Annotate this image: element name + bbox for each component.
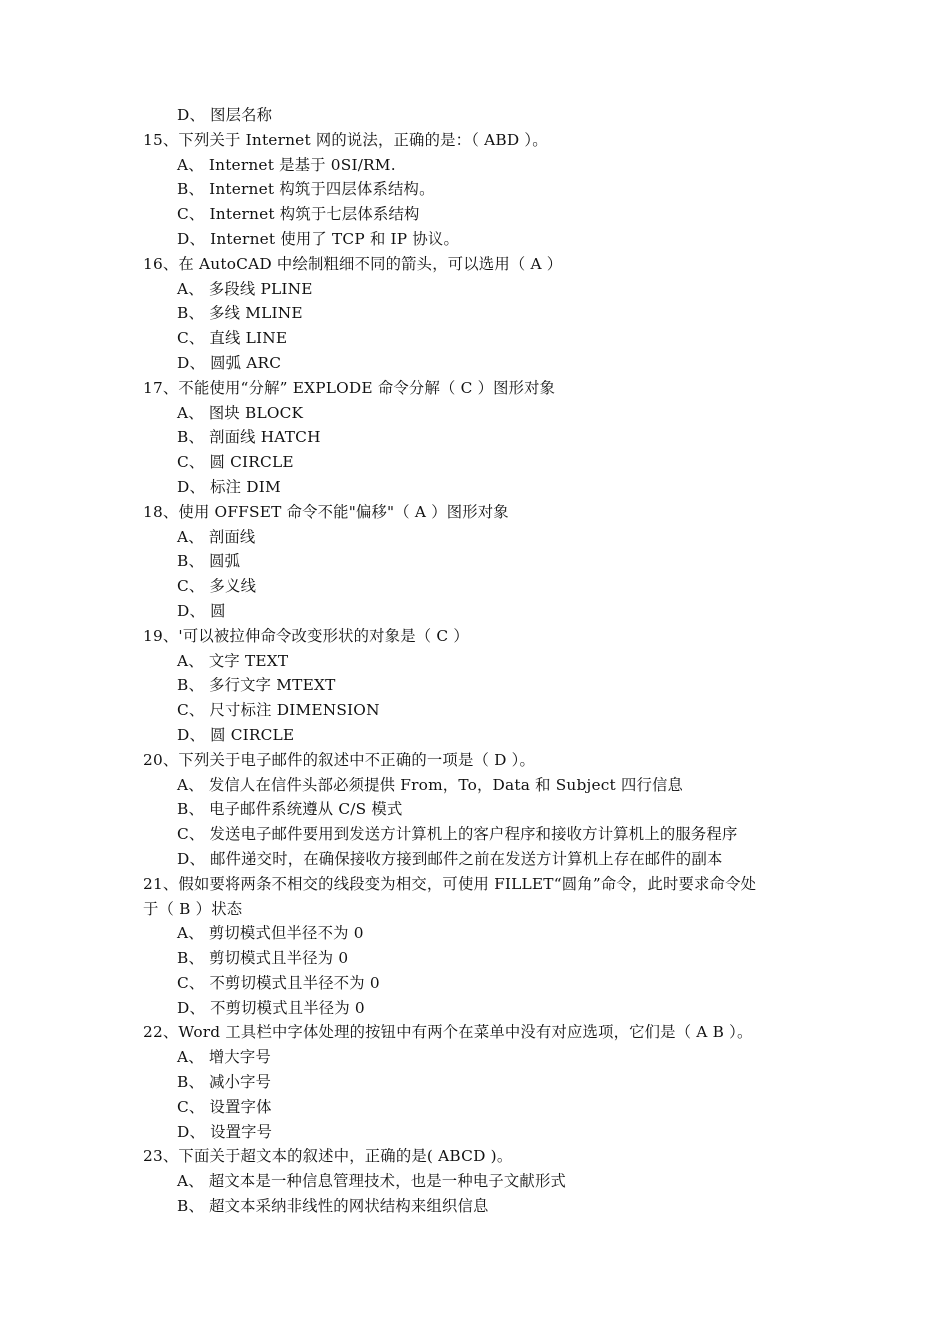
option-line: C、 多义线 [177,577,257,596]
option-line: C、 尺寸标注 DIMENSION [177,701,380,720]
question-line: 19、'可以被拉伸命令改变形状的对象是（ C ） [143,626,469,645]
option-line: B、 剖面线 HATCH [177,428,321,447]
option-line: C、 Internet 构筑于七层体系结构 [177,205,420,224]
question-line: 17、不能使用“分解” EXPLODE 命令分解（ C ）图形对象 [143,378,556,397]
option-line: A、 多段线 PLINE [177,279,313,298]
option-line: C、 圆 CIRCLE [177,453,294,472]
option-line: A、 增大字号 [177,1048,271,1067]
option-line: A、 图块 BLOCK [177,403,304,422]
option-line: A、 发信人在信件头部必须提供 From，To，Data 和 Subject 四行信息 [177,775,684,794]
option-line: A、 剖面线 [177,527,256,546]
option-line: D、 不剪切模式且半径为 0 [177,998,365,1017]
question-line: 16、在 AutoCAD 中绘制粗细不同的箭头，可以选用（ A ） [143,254,563,273]
option-line: A、 Internet 是基于 0SI/RM. [177,155,396,174]
option-line: D、 图层名称 [177,106,273,124]
question-line: 20、下列关于电子邮件的叙述中不正确的一项是（ D ）。 [143,750,536,769]
option-line: B、 多线 MLINE [177,304,303,323]
question-line: 23、下面关于超文本的叙述中，正确的是( ABCD )。 [143,1147,513,1166]
option-line: B、 多行文字 MTEXT [177,676,336,695]
option-line: B、 电子邮件系统遵从 C/S 模式 [177,800,403,819]
option-line: B、 Internet 构筑于四层体系结构。 [177,180,435,199]
option-line: D、 圆 [177,601,226,620]
option-line: C、 直线 LINE [177,329,288,348]
document-page [0,103,950,1219]
option-line: A、 剪切模式但半径不为 0 [177,924,364,943]
option-line: D、 Internet 使用了 TCP 和 IP 协议。 [177,229,459,248]
question-line: 21、假如要将两条不相交的线段变为相交，可使用 FILLET“圆角”命令，此时要求命令处 [143,874,757,893]
question-continuation-line: 于（ B ）状态 [143,899,243,918]
question-line: 22、Word 工具栏中字体处理的按钮中有两个在菜单中没有对应选项，它们是（ A B ）。 [143,1023,753,1042]
option-line: C、 不剪切模式且半径不为 0 [177,973,380,992]
option-line: A、 文字 TEXT [177,651,289,670]
option-line: D、 邮件递交时，在确保接收方接到邮件之前在发送方计算机上存在邮件的副本 [177,849,723,868]
question-line: 18、使用 OFFSET 命令不能"偏移"（ A ）图形对象 [143,502,509,521]
question-line: 15、下列关于 Internet 网的说法，正确的是：（ ABD ）。 [143,130,548,149]
option-line: D、 标注 DIM [177,477,281,496]
option-line: D、 圆 CIRCLE [177,725,295,744]
option-line: C、 设置字体 [177,1097,272,1116]
option-line: A、 超文本是一种信息管理技术，也是一种电子文献形式 [177,1172,567,1191]
option-line: C、 发送电子邮件要用到发送方计算机上的客户程序和接收方计算机上的服务程序 [177,825,738,844]
option-line: B、 剪切模式且半径为 0 [177,949,349,968]
option-line: B、 减小字号 [177,1073,272,1092]
option-line: B、 超文本采纳非线性的网状结构来组织信息 [177,1197,489,1216]
option-line: D、 圆弧 ARC [177,353,282,372]
option-line: B、 圆弧 [177,552,241,571]
option-line: D、 设置字号 [177,1122,273,1141]
